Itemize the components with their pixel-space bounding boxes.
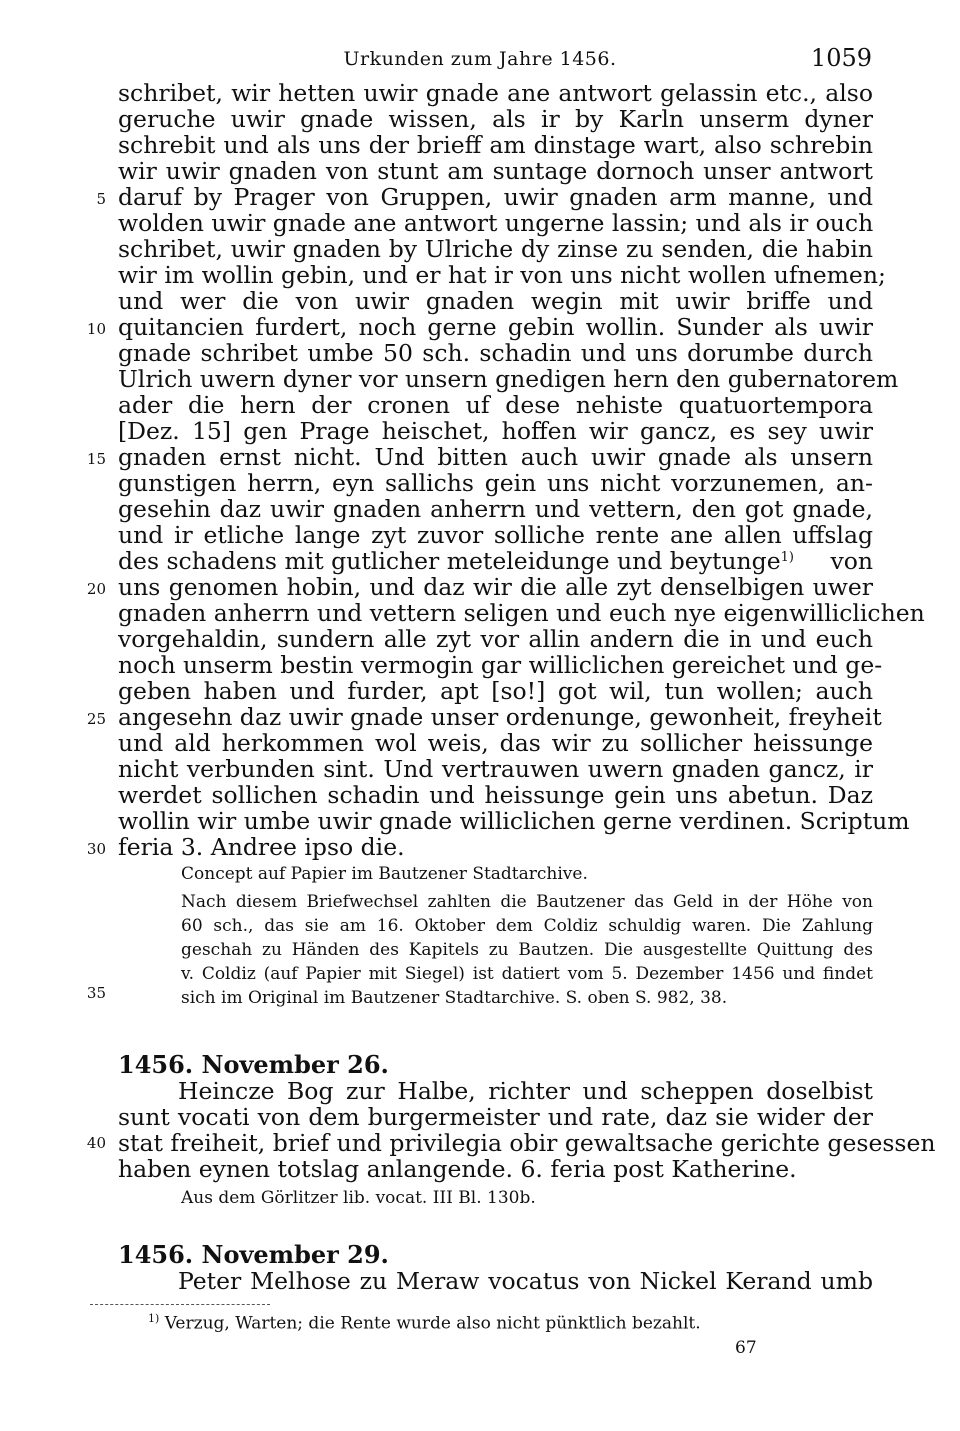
text-line: quitancien furdert, noch gerne gebin wollin. Sunder als uwir [118, 313, 873, 341]
text-line: sunt vocati von dem burgermeister und rate, daz sie wider der [118, 1103, 873, 1131]
text-line-with-footnote [118, 548, 873, 574]
text-line: [Dez. 15] gen Prage heischet, hoffen wir gancz, es sey uwir [118, 417, 873, 445]
text-line: Peter Melhose zu Meraw vocatus von Nickel Kerand umb [178, 1267, 873, 1295]
text-line: wollin wir umbe uwir gnade williclichen gerne verdinen. Scriptum [118, 807, 910, 835]
footnote-marker: 1) [148, 1312, 160, 1325]
text-fragment: von [830, 547, 873, 575]
text-line: nicht verbunden sint. Und vertrauwen uwern gnaden gancz, ir [118, 755, 873, 783]
text-line: gnaden ernst nicht. Und bitten auch uwir gnade als unsern [118, 443, 873, 471]
line-number: 10 [86, 320, 106, 338]
footnote [148, 1306, 701, 1337]
entry-date-heading: 1456. November 29. [118, 1240, 389, 1269]
text-line: und ald herkommen wol weis, das wir zu sollicher heissunge [118, 729, 873, 757]
text-line: Heincze Bog zur Halbe, richter und scheppen doselbist [178, 1077, 873, 1105]
footnote-divider [90, 1304, 270, 1305]
source-note-line: sich im Original im Bautzener Stadtarchive. S. oben S. 982, 38. [181, 988, 728, 1008]
text-line: Ulrich uwern dyner vor unsern gnedigen hern den gubernatorem [118, 365, 899, 393]
source-note-line: Nach diesem Briefwechsel zahlten die Bautzener das Geld in der Höhe von [181, 892, 873, 912]
text-line: werdet sollichen schadin und heissunge gein uns abetun. Daz [118, 781, 873, 809]
line-number: 30 [86, 840, 106, 858]
source-note-line: geschah zu Händen des Kapitels zu Bautzen. Die ausgestellte Quittung des [181, 940, 873, 960]
text-line: schrebit und als uns der brieff am dinstage wart, also schrebin [118, 131, 873, 159]
text-line: und ir etliche lange zyt zuvor solliche rente ane allen uffslag [118, 521, 873, 549]
text-line: geruche uwir gnade wissen, als ir by Karln unserm dyner [118, 105, 873, 133]
line-number: 35 [86, 984, 106, 1002]
text-line: angesehn daz uwir gnade unser ordenunge, gewonheit, freyheit [118, 703, 882, 731]
text-line: schribet, uwir gnaden by Ulriche dy zinse zu senden, die habin [118, 235, 873, 263]
footnote-marker: 1) [780, 550, 794, 565]
source-note-line: Concept auf Papier im Bautzener Stadtarchive. [181, 864, 588, 884]
line-number: 40 [86, 1134, 106, 1152]
text-line: vorgehaldin, sundern alle zyt vor allin andern die in und euch [118, 625, 873, 653]
text-line: wolden uwir gnade ane antwort ungerne lassin; und als ir ouch [118, 209, 874, 237]
text-line: ader die hern der cronen uf dese nehiste quatuortempora [118, 391, 873, 419]
text-line: wir im wollin gebin, und er hat ir von uns nicht wollen ufnemen; [118, 261, 886, 289]
text-line: und wer die von uwir gnaden wegin mit uwir briffe und [118, 287, 873, 315]
text-line: schribet, wir hetten uwir gnade ane antwort gelassin etc., also [118, 79, 873, 107]
text-line: haben eynen totslag anlangende. 6. feria post Katherine. [118, 1155, 797, 1183]
source-note-line: 60 sch., das sie am 16. Oktober dem Coldiz schuldig waren. Die Zahlung [181, 916, 873, 936]
line-number: 15 [86, 450, 106, 468]
text-line: uns genomen hobin, und daz wir die alle zyt denselbigen uwer [118, 573, 873, 601]
text-line: geben haben und furder, apt [so!] got wil, tun wollen; auch [118, 677, 873, 705]
printer-signature-mark: 67 [735, 1338, 757, 1358]
source-note-line: Aus dem Görlitzer lib. vocat. III Bl. 130b. [181, 1188, 536, 1208]
text-fragment: des schadens mit gutlicher meteleidunge und beytunge [118, 547, 781, 575]
text-line: stat freiheit, brief und privilegia obir gewaltsache gerichte gesessen [118, 1129, 936, 1157]
line-number: 25 [86, 710, 106, 728]
text-line: wir uwir gnaden von stunt am suntage dornoch unser antwort [118, 157, 873, 185]
text-line: noch unserm bestin vermogin gar williclichen gereichet und ge- [118, 651, 883, 679]
source-note-line: v. Coldiz (auf Papier mit Siegel) ist datiert vom 5. Dezember 1456 und findet [181, 964, 873, 984]
footnote-text: Verzug, Warten; die Rente wurde also nicht pünktlich bezahlt. [164, 1313, 701, 1334]
text-line: gunstigen herrn, eyn sallichs gein uns nicht vorzunemen, an- [118, 469, 873, 497]
line-number: 5 [96, 190, 106, 208]
text-line: gnaden anherrn und vettern seligen und euch nye eigenwilliclichen [118, 599, 925, 627]
text-line: gesehin daz uwir gnaden anherrn und vettern, den got gnade, [118, 495, 873, 523]
text-line: daruf by Prager von Gruppen, uwir gnaden arm manne, und [118, 183, 873, 211]
line-number: 20 [86, 580, 106, 598]
running-header: Urkunden zum Jahre 1456. [343, 48, 617, 70]
entry-date-heading: 1456. November 26. [118, 1050, 389, 1079]
text-line: feria 3. Andree ipso die. [118, 833, 405, 861]
page-number: 1059 [810, 44, 872, 72]
text-line: gnade schribet umbe 50 sch. schadin und uns dorumbe durch [118, 339, 873, 367]
